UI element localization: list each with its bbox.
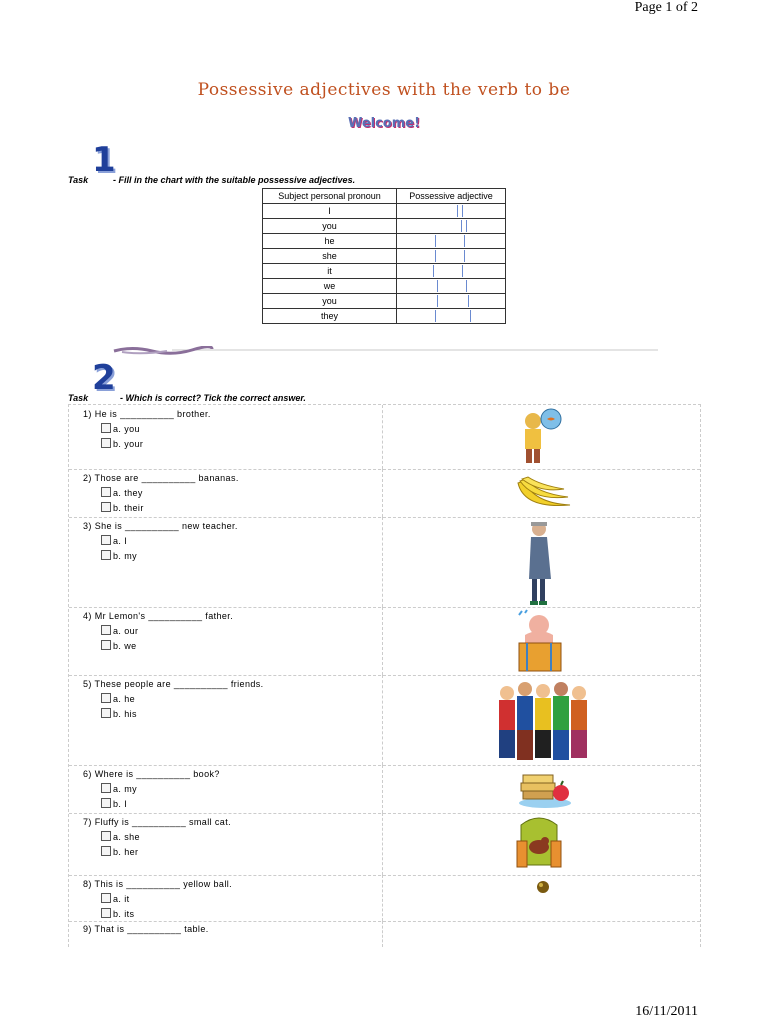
checkbox[interactable] (101, 798, 111, 808)
task1-instruction: - Fill in the chart with the suitable possessive adjectives. (113, 175, 356, 185)
chart-pronoun: they (263, 309, 397, 324)
chart-pronoun: we (263, 279, 397, 294)
chart-pronoun: I (263, 204, 397, 219)
checkbox[interactable] (101, 438, 111, 448)
question-text: 9) That is __________ table. (83, 924, 209, 934)
checkbox[interactable] (101, 693, 111, 703)
chart-pronoun: she (263, 249, 397, 264)
books-apple-icon (517, 769, 573, 809)
option-b[interactable]: b. we (101, 640, 137, 651)
blank-mark (461, 220, 467, 232)
page-number: Page 1 of 2 (634, 0, 698, 15)
checkbox[interactable] (101, 783, 111, 793)
chart-pronoun: he (263, 234, 397, 249)
question-row (69, 921, 700, 947)
blank-mark (435, 235, 465, 247)
question-row (69, 469, 700, 518)
question-text: 4) Mr Lemon's __________ father. (83, 611, 234, 621)
bananas-icon (514, 475, 574, 515)
question-row (69, 875, 700, 922)
question-text: 2) Those are __________ bananas. (83, 473, 239, 483)
option-a[interactable]: a. our (101, 625, 138, 636)
cat-in-armchair-icon (515, 815, 563, 873)
question-row (69, 517, 700, 608)
answer-cell[interactable] (397, 219, 506, 234)
answer-cell[interactable] (397, 204, 506, 219)
option-a[interactable]: a. my (101, 783, 137, 794)
checkbox[interactable] (101, 831, 111, 841)
welcome-banner: Welcome! (347, 116, 421, 131)
checkbox[interactable] (101, 535, 111, 545)
checkbox[interactable] (101, 625, 111, 635)
option-b[interactable]: b. its (101, 908, 134, 919)
checkbox[interactable] (101, 893, 111, 903)
option-b[interactable]: b. his (101, 708, 137, 719)
blank-mark (433, 265, 463, 277)
man-in-bath-icon (515, 609, 565, 673)
chart-pronoun: it (263, 264, 397, 279)
blank-mark (437, 295, 469, 307)
checkbox[interactable] (101, 487, 111, 497)
blank-mark (435, 250, 465, 262)
checkbox[interactable] (101, 640, 111, 650)
question-text: 1) He is __________ brother. (83, 409, 211, 419)
worksheet-title: Possessive adjectives with the verb to be (197, 80, 571, 100)
group-of-friends-icon (493, 679, 593, 763)
pronoun-chart (262, 188, 506, 324)
answer-cell[interactable] (397, 249, 506, 264)
option-b[interactable]: b. my (101, 550, 137, 561)
blank-mark (435, 310, 471, 322)
option-a[interactable]: a. he (101, 693, 135, 704)
chart-header-adjective: Possessive adjective (397, 189, 506, 204)
answer-cell[interactable] (397, 279, 506, 294)
task1-label: Task (68, 175, 89, 185)
option-b[interactable]: b. her (101, 846, 138, 857)
option-a[interactable]: a. I (101, 535, 127, 546)
question-row (69, 607, 700, 676)
teacher-icon (525, 519, 559, 607)
footer-date: 16/11/2011 (635, 1004, 698, 1019)
option-a[interactable]: a. you (101, 423, 140, 434)
checkbox[interactable] (101, 708, 111, 718)
option-a[interactable]: a. it (101, 893, 130, 904)
task2-number: 2 (92, 358, 116, 398)
option-b[interactable]: b. I (101, 798, 127, 809)
question-text: 6) Where is __________ book? (83, 769, 220, 779)
question-row (69, 675, 700, 766)
ball-icon (535, 879, 551, 895)
question-grid (68, 404, 701, 947)
option-b[interactable]: b. your (101, 438, 143, 449)
blank-mark (457, 205, 463, 217)
decorative-divider (112, 346, 658, 356)
checkbox[interactable] (101, 908, 111, 918)
question-row (69, 405, 700, 470)
option-a[interactable]: a. she (101, 831, 140, 842)
chart-header-pronoun: Subject personal pronoun (263, 189, 397, 204)
boy-fishbowl-icon (517, 407, 569, 469)
chart-pronoun: you (263, 294, 397, 309)
task1-number: 1 (92, 140, 116, 180)
question-text: 8) This is __________ yellow ball. (83, 879, 233, 889)
task2-label: Task (68, 393, 89, 403)
blank-mark (437, 280, 467, 292)
option-b[interactable]: b. their (101, 502, 144, 513)
question-text: 3) She is __________ new teacher. (83, 521, 238, 531)
question-row (69, 765, 700, 814)
question-row (69, 813, 700, 876)
answer-cell[interactable] (397, 294, 506, 309)
answer-cell[interactable] (397, 234, 506, 249)
task2-instruction: - Which is correct? Tick the correct answer. (120, 393, 306, 403)
question-text: 7) Fluffy is __________ small cat. (83, 817, 232, 827)
option-a[interactable]: a. they (101, 487, 143, 498)
checkbox[interactable] (101, 846, 111, 856)
checkbox[interactable] (101, 502, 111, 512)
answer-cell[interactable] (397, 264, 506, 279)
question-text: 5) These people are __________ friends. (83, 679, 264, 689)
answer-cell[interactable] (397, 309, 506, 324)
checkbox[interactable] (101, 550, 111, 560)
checkbox[interactable] (101, 423, 111, 433)
chart-pronoun: you (263, 219, 397, 234)
